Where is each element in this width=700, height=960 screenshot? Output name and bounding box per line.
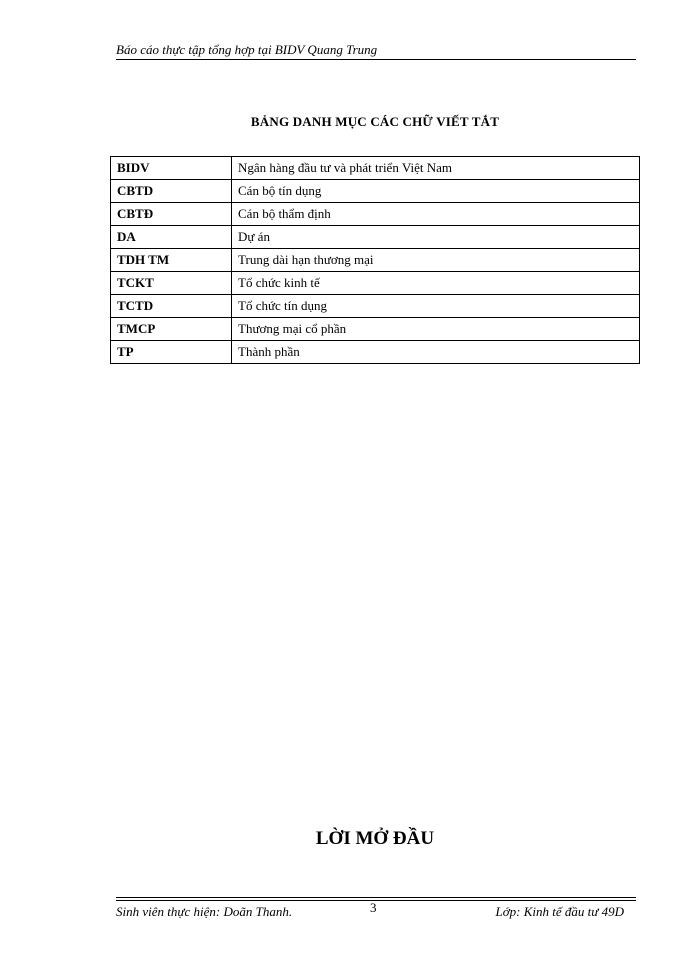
- table-row: [111, 318, 640, 341]
- abbreviation-meaning: Ngân hàng đầu tư và phát triển Việt Nam: [232, 157, 640, 180]
- footer-class: Lớp: Kinh tế đầu tư 49D: [495, 904, 624, 919]
- abbreviation-code: CBTD: [111, 180, 232, 203]
- abbreviation-code: TCKT: [111, 272, 232, 295]
- intro-heading: LỜI MỞ ĐẦU: [315, 828, 435, 849]
- abbreviation-meaning: Trung dài hạn thương mại: [232, 249, 640, 272]
- page-header: Báo cáo thực tập tổng hợp tại BIDV Quang Trung: [116, 42, 636, 60]
- table-row: [111, 341, 640, 364]
- abbreviation-code: CBTĐ: [111, 203, 232, 226]
- table-row: [111, 272, 640, 295]
- abbreviation-meaning: Dự án: [232, 226, 640, 249]
- abbreviations-table: [110, 156, 640, 364]
- page-number: 3: [370, 900, 377, 915]
- table-row: [111, 157, 640, 180]
- abbreviation-code: TDH TM: [111, 249, 232, 272]
- abbreviation-code: TP: [111, 341, 232, 364]
- table-row: [111, 226, 640, 249]
- abbreviation-meaning: Cán bộ tín dụng: [232, 180, 640, 203]
- abbreviation-code: DA: [111, 226, 232, 249]
- abbreviation-meaning: Thành phần: [232, 341, 640, 364]
- footer-student: Sinh viên thực hiện: Doãn Thanh.: [116, 904, 293, 919]
- abbreviations-title: BẢNG DANH MỤC CÁC CHỮ VIẾT TẮT: [250, 114, 500, 129]
- table-row: [111, 295, 640, 318]
- abbreviation-code: BIDV: [111, 157, 232, 180]
- abbreviation-meaning: Tổ chức tín dụng: [232, 295, 640, 318]
- table-row: [111, 203, 640, 226]
- abbreviation-meaning: Cán bộ thẩm định: [232, 203, 640, 226]
- abbreviation-meaning: Tổ chức kinh tế: [232, 272, 640, 295]
- table-row: [111, 249, 640, 272]
- abbreviation-code: TCTD: [111, 295, 232, 318]
- abbreviation-meaning: Thương mại cổ phần: [232, 318, 640, 341]
- table-row: [111, 180, 640, 203]
- abbreviation-code: TMCP: [111, 318, 232, 341]
- footer-divider: [116, 897, 636, 898]
